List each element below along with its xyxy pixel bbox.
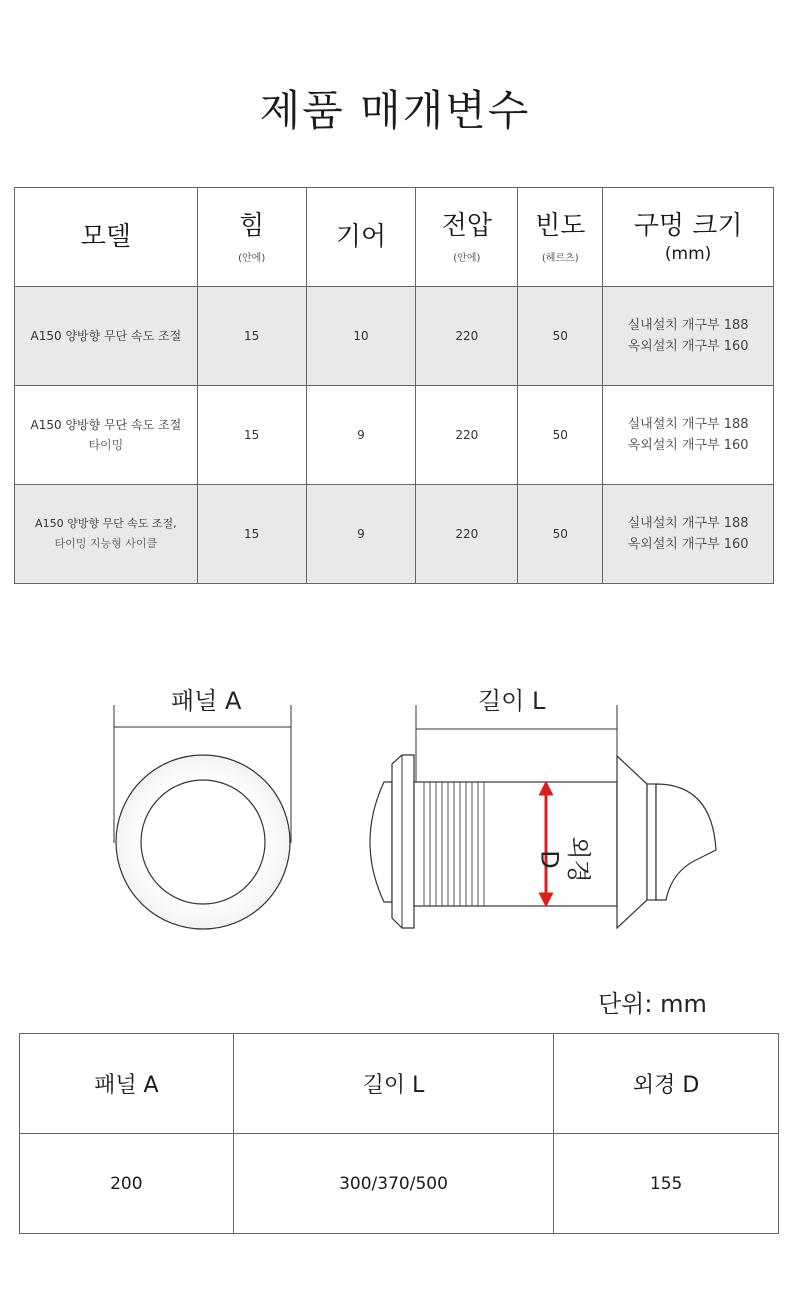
model-line-2: 타이밍	[88, 438, 124, 452]
dims-value-panel: 200	[20, 1134, 234, 1234]
cell-gear: 9	[306, 386, 416, 485]
cell-model	[15, 287, 198, 386]
header-voltage-label: 전압	[441, 211, 492, 242]
model-line-1: A150 양방향 무단 속도 조절,	[35, 517, 177, 530]
cell-frequency: 50	[518, 485, 603, 584]
dims-header-row	[20, 1034, 779, 1134]
front-view	[114, 705, 291, 929]
cell-gear: 9	[306, 485, 416, 584]
indoor-opening: 실내설치 개구부 188	[627, 516, 749, 531]
header-hole-size	[603, 188, 774, 287]
dims-header-panel: 패널 A	[20, 1034, 234, 1134]
dims-header-length: 길이 L	[233, 1034, 554, 1134]
diameter-d-label: 외경 D	[535, 836, 593, 883]
header-power-label: 힘	[239, 211, 265, 242]
cell-voltage: 220	[416, 287, 518, 386]
indoor-opening: 실내설치 개구부 188	[627, 417, 749, 432]
length-l-label: 길이 L	[478, 687, 546, 715]
fan-drawing	[0, 660, 790, 960]
model-line-1: A150 양방향 무단 속도 조절	[30, 329, 182, 343]
cell-hole-size	[603, 386, 774, 485]
header-power-unit: (안에)	[238, 252, 266, 264]
outdoor-opening: 옥외설치 개구부 160	[627, 438, 749, 453]
dimension-diagram	[0, 660, 790, 960]
page-title: 제품 매개변수	[259, 86, 531, 135]
cell-voltage: 220	[416, 386, 518, 485]
cell-power: 15	[197, 386, 306, 485]
model-line-2: 타이밍 지능형 사이클	[54, 537, 158, 550]
outdoor-opening: 옥외설치 개구부 160	[627, 339, 749, 354]
header-gear	[306, 188, 416, 287]
header-power	[197, 188, 306, 287]
header-frequency	[518, 188, 603, 287]
panel-a-label: 패널 A	[171, 687, 242, 715]
cell-model	[15, 485, 198, 584]
outdoor-opening: 옥외설치 개구부 160	[627, 537, 749, 552]
spec-row	[15, 287, 774, 386]
cell-frequency: 50	[518, 287, 603, 386]
spec-row	[15, 386, 774, 485]
indoor-opening: 실내설치 개구부 188	[627, 318, 749, 333]
spec-table	[14, 187, 774, 584]
cell-frequency: 50	[518, 386, 603, 485]
dims-value-length: 300/370/500	[233, 1134, 554, 1234]
header-hole-size-unit: (mm)	[664, 244, 712, 265]
dims-header-diameter: 외경 D	[554, 1034, 779, 1134]
header-voltage	[416, 188, 518, 287]
dims-value-row	[20, 1134, 779, 1234]
cell-model	[15, 386, 198, 485]
cell-voltage: 220	[416, 485, 518, 584]
header-frequency-unit: (헤르츠)	[541, 252, 579, 264]
panel-inner-circle	[141, 780, 265, 904]
header-hole-size-label: 구멍 크기	[633, 210, 743, 241]
side-view	[370, 705, 716, 928]
header-model-label: 모델	[80, 221, 131, 252]
header-frequency-label: 빈도	[535, 211, 586, 242]
cell-hole-size	[603, 287, 774, 386]
dimensions-table	[19, 1033, 779, 1234]
model-line-1: A150 양방향 무단 속도 조절	[30, 418, 182, 432]
cell-gear: 10	[306, 287, 416, 386]
spec-header-row	[15, 188, 774, 287]
cell-hole-size	[603, 485, 774, 584]
spec-row	[15, 485, 774, 584]
dims-value-diameter: 155	[554, 1134, 779, 1234]
header-gear-label: 기어	[335, 221, 387, 252]
header-voltage-unit: (안에)	[453, 252, 481, 264]
unit-note: 단위: mm	[598, 990, 707, 1018]
cell-power: 15	[197, 485, 306, 584]
header-model	[15, 188, 198, 287]
cell-power: 15	[197, 287, 306, 386]
